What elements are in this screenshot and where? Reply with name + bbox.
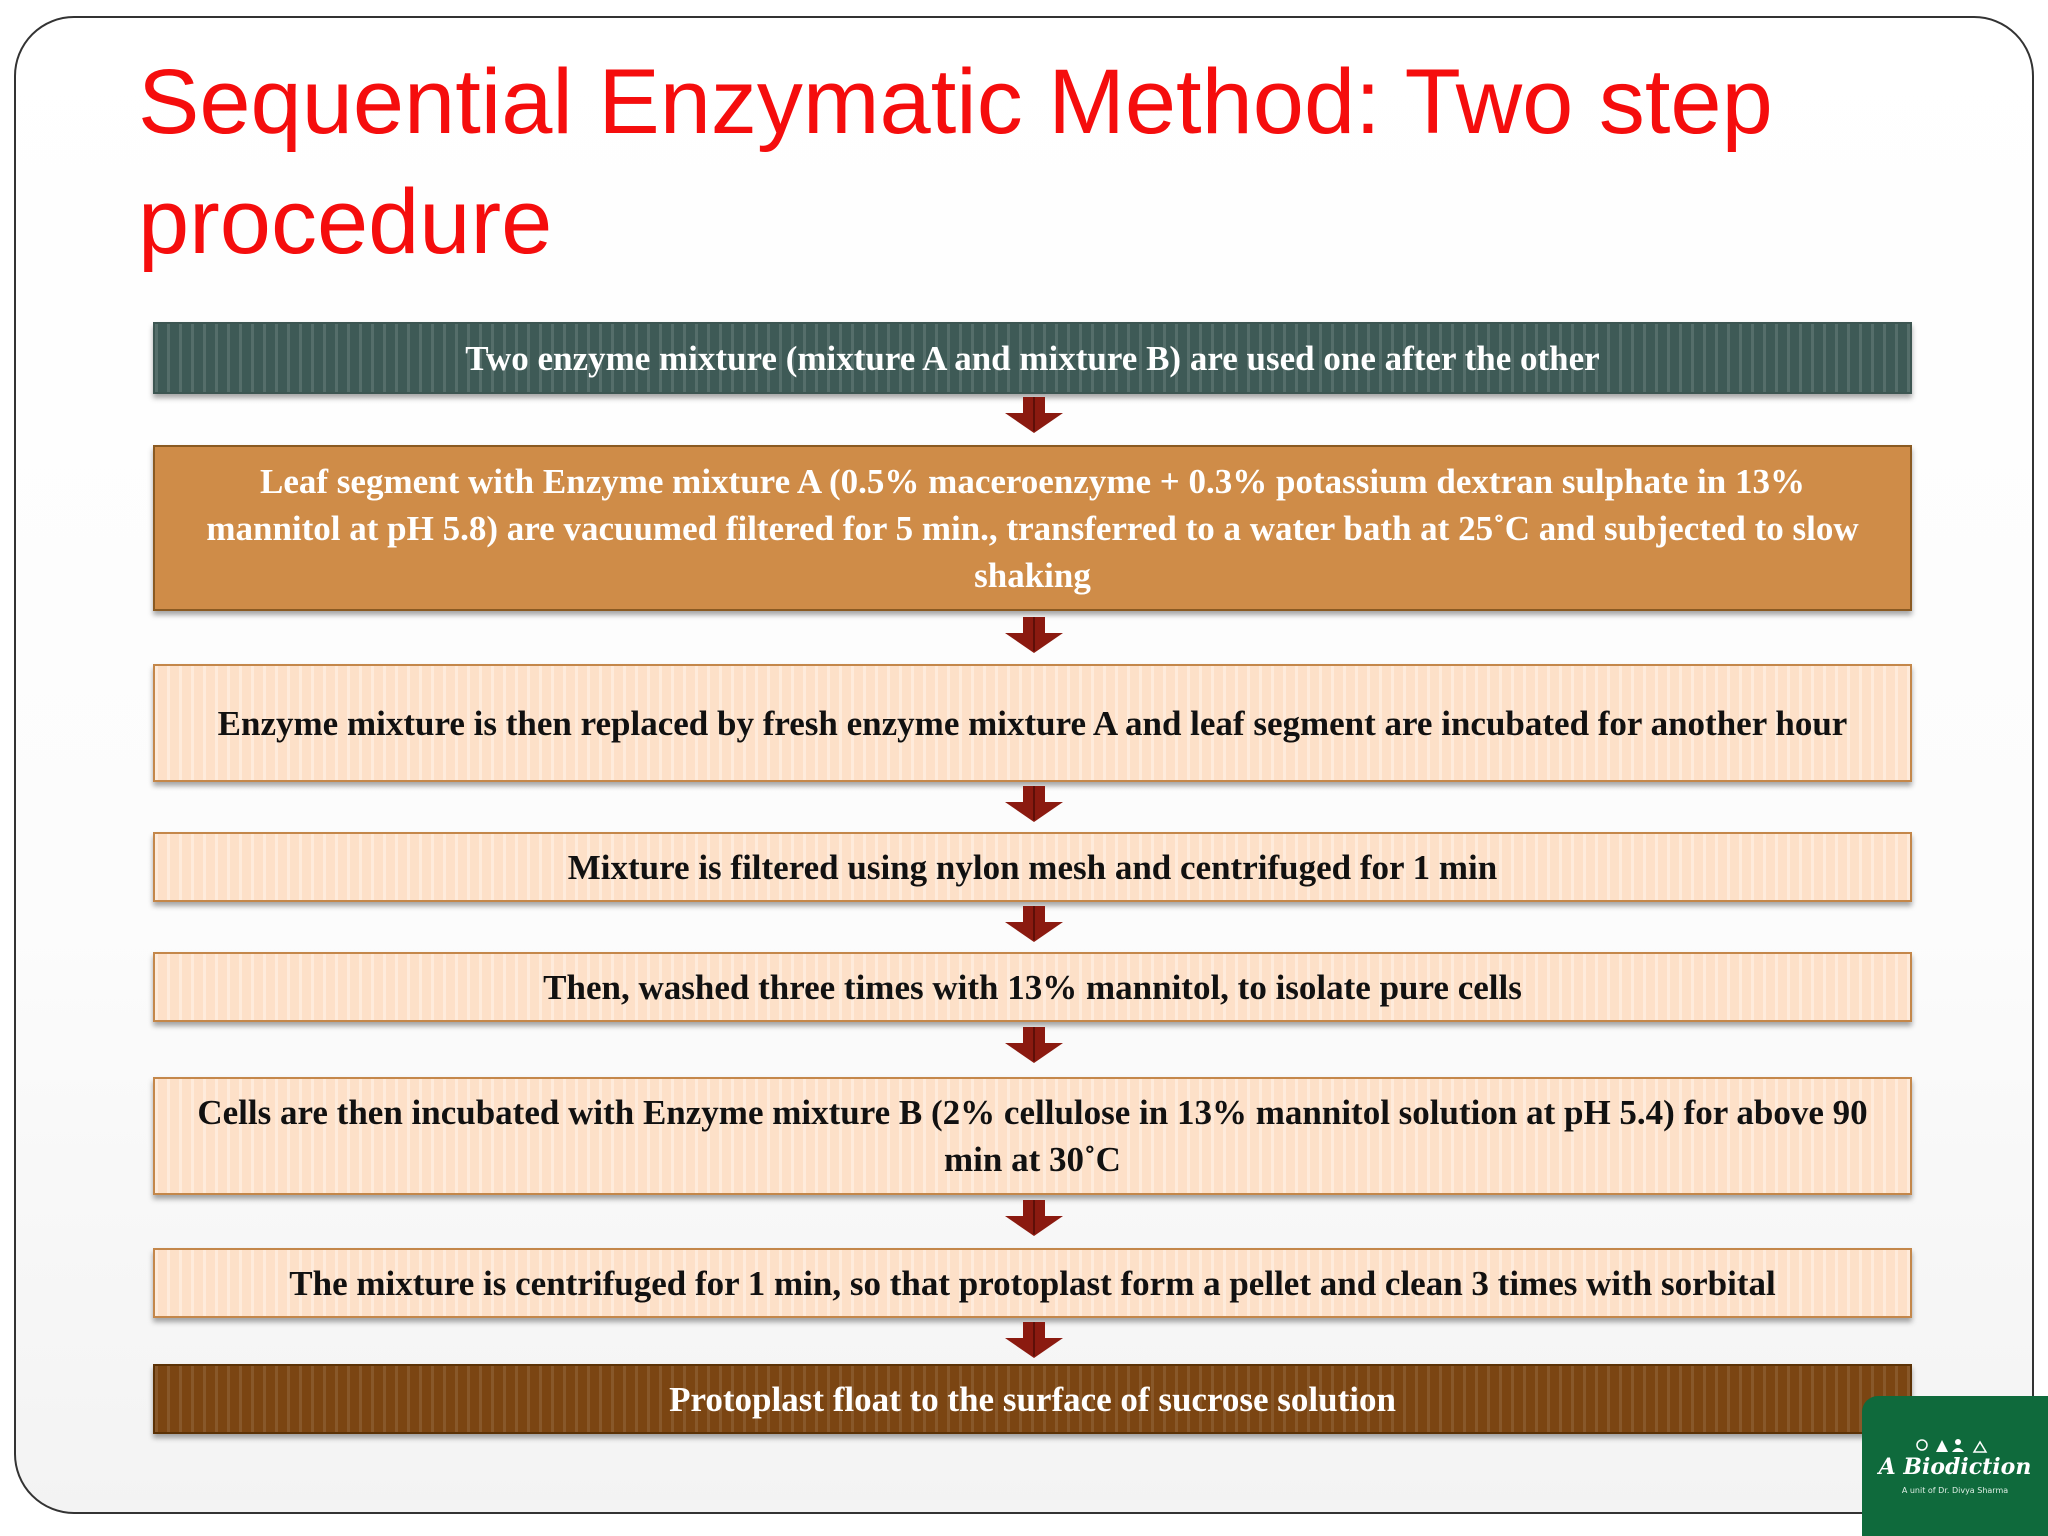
flow-step-3 (153, 664, 1912, 782)
down-arrow-icon (1005, 906, 1063, 942)
flow-step-4-text: Mixture is filtered using nylon mesh and centrifuged for 1 min (567, 847, 1498, 887)
flow-step-7 (153, 1248, 1912, 1318)
down-arrow-icon (1005, 1322, 1063, 1358)
flow-step-8-text: Protoplast float to the surface of sucrose solution (669, 1379, 1396, 1419)
flow-step-2-text: Leaf segment with Enzyme mixture A (0.5% maceroenzyme + 0.3% potassium dextran sulphate in 13% mannitol at pH 5.8) are vacuumed filtered for 5 min., transferred to a water bath at 25˚C and subjected to slow shaking (206, 461, 1859, 595)
flow-step-6-text: Cells are then incubated with Enzyme mixture B (2% cellulose in 13% mannitol solution at pH 5.4) for above 90 min at 30˚C (197, 1093, 1868, 1179)
logo-scientist-icon (1862, 1434, 2048, 1456)
down-arrow-icon (1005, 397, 1063, 433)
flow-step-1-text: Two enzyme mixture (mixture A and mixture B) are used one after the other (465, 338, 1600, 378)
flow-step-5-text: Then, washed three times with 13% mannitol, to isolate pure cells (543, 967, 1522, 1007)
flow-step-7-text: The mixture is centrifuged for 1 min, so that protoplast form a pellet and clean 3 times with sorbital (289, 1263, 1776, 1303)
logo-tagline: A unit of Dr. Divya Sharma (1901, 1486, 2009, 1495)
flow-step-4 (153, 832, 1912, 902)
slide-title: Sequential Enzymatic Method: Two step procedure (138, 51, 1773, 273)
flow-step-1 (153, 322, 1912, 394)
down-arrow-icon (1005, 1200, 1063, 1236)
flow-step-5 (153, 952, 1912, 1022)
flow-step-3-text: Enzyme mixture is then replaced by fresh enzyme mixture A and leaf segment are incubated for another hour (217, 703, 1848, 743)
logo-name: A Biodiction (1878, 1454, 2032, 1480)
flow-step-2 (153, 445, 1912, 611)
flow-step-8 (153, 1364, 1912, 1434)
flow-step-6 (153, 1077, 1912, 1195)
down-arrow-icon (1005, 786, 1063, 822)
down-arrow-icon (1005, 1027, 1063, 1063)
down-arrow-icon (1005, 617, 1063, 653)
biodiction-logo (1862, 1396, 2048, 1536)
